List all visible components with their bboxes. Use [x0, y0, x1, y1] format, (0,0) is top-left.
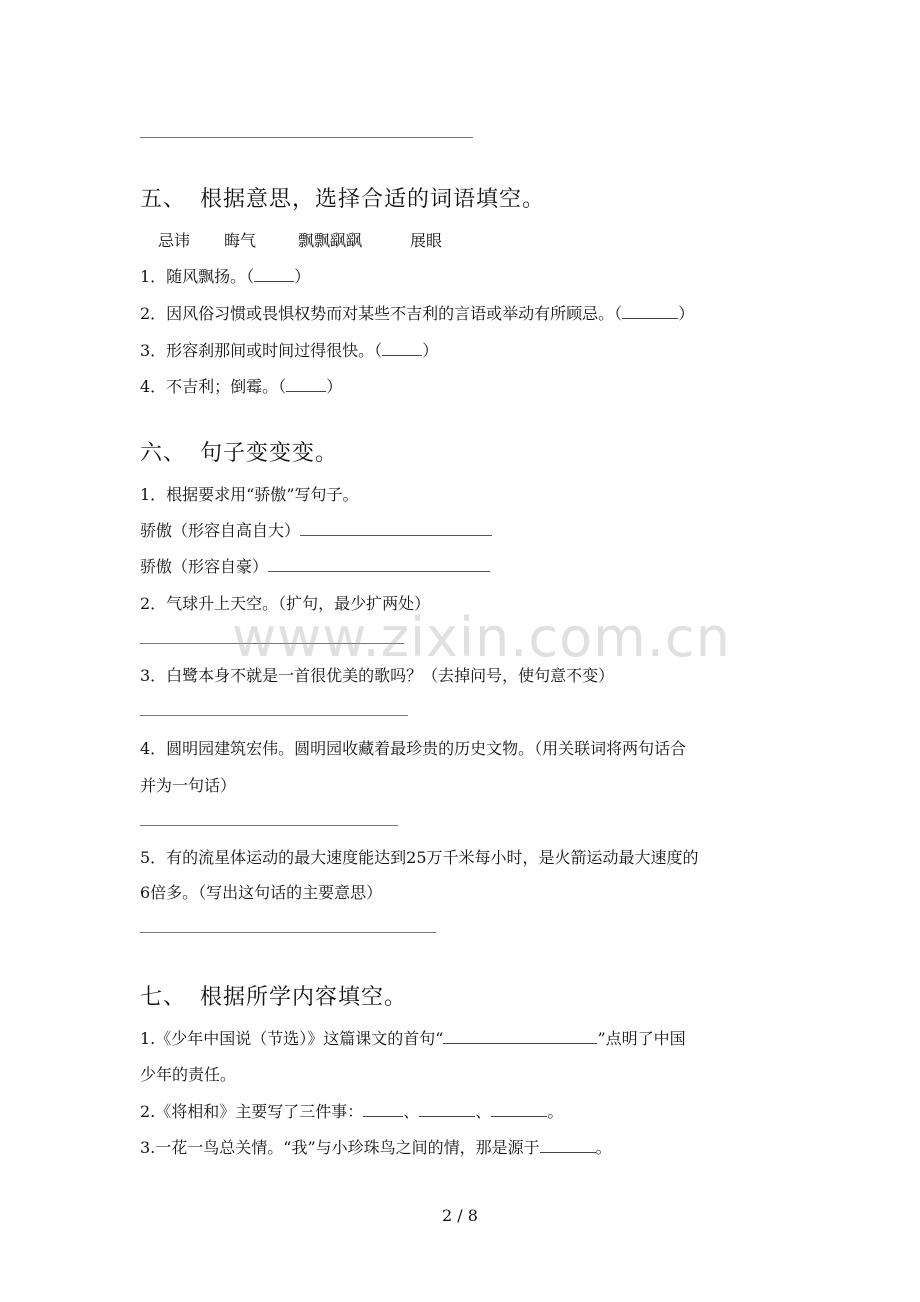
fill-blank[interactable] — [491, 1102, 547, 1117]
fill-blank[interactable] — [443, 1029, 597, 1044]
s7-q2: 2.《将相和》主要写了三件事： 、 、 。 — [140, 1102, 564, 1121]
s6-q3: 3．白鹭本身不就是一首很优美的歌吗？（去掉问号，使句意不变） — [140, 666, 615, 685]
s7-q1-line2: 少年的责任。 — [140, 1065, 237, 1084]
s6-q1: 1．根据要求用“骄傲”写句子。 — [140, 485, 359, 504]
section-7-number: 七、 — [140, 985, 187, 1010]
s5-item-4: 4．不吉利；倒霉。（ ） — [140, 377, 343, 396]
s5-item-2: 2．因风俗习惯或畏惧权势而对某些不吉利的言语或举动有所顾忌。（ ） — [140, 304, 695, 323]
section-5-title: 根据意思，选择合适的词语填空。 — [200, 187, 546, 212]
section-6-heading — [140, 436, 338, 467]
section-5-number: 五、 — [140, 187, 187, 212]
fill-blank[interactable] — [622, 304, 678, 319]
s6-q5-line2: 6倍多。（写出这句话的主要意思） — [140, 883, 383, 902]
fill-blank[interactable] — [363, 1102, 403, 1117]
s6-q5-line1: 5．有的流星体运动的最大速度能达到25万千米每小时，是火箭运动最大速度的 — [140, 848, 699, 867]
page-number: 2 / 8 — [442, 1206, 478, 1225]
section-6-number: 六、 — [140, 441, 187, 466]
word-bank-item: 展眼 — [410, 231, 443, 250]
word-bank-item: 忌讳 — [158, 231, 191, 250]
section-7-title: 根据所学内容填空。 — [200, 985, 408, 1010]
section-7-heading — [140, 980, 407, 1011]
s6-q1b: 骄傲（形容自豪） — [140, 554, 490, 577]
fill-blank[interactable] — [540, 1138, 596, 1153]
answer-line[interactable] — [140, 715, 408, 716]
s7-q1: 1.《少年中国说（节选）》这篇课文的首句“ ”点明了中国 — [140, 1029, 686, 1048]
word-bank-item: 飘飘飖飖 — [298, 231, 363, 250]
s6-q4-line1: 4．圆明园建筑宏伟。圆明园收藏着最珍贵的历史文物。（用关联词将两句话合 — [140, 739, 687, 758]
fill-blank[interactable] — [419, 1102, 475, 1117]
word-bank-item: 晦气 — [224, 231, 257, 250]
s6-q2: 2．气球升上天空。（扩句，最少扩两处） — [140, 594, 431, 613]
fill-blank[interactable] — [286, 377, 326, 392]
section-5-heading — [140, 182, 545, 213]
answer-line[interactable] — [140, 932, 436, 933]
answer-line[interactable] — [268, 559, 490, 572]
s6-q1a: 骄傲（形容自高自大） — [140, 518, 492, 541]
answer-line-top — [140, 137, 473, 138]
s7-q3: 3.一花一鸟总关情。“我”与小珍珠鸟之间的情，那是源于 。 — [140, 1138, 612, 1157]
section-6-title: 句子变变变。 — [200, 441, 339, 466]
s5-item-1: 1．随风飘扬。（ ） — [140, 267, 311, 286]
fill-blank[interactable] — [382, 341, 422, 356]
fill-blank[interactable] — [254, 267, 294, 282]
s6-q4-line2: 并为一句话） — [140, 776, 237, 795]
answer-line[interactable] — [140, 825, 398, 826]
s5-item-3: 3．形容刹那间或时间过得很快。（ ） — [140, 341, 439, 360]
answer-line[interactable] — [300, 523, 492, 536]
watermark: www.zixin.com.cn — [232, 606, 731, 669]
